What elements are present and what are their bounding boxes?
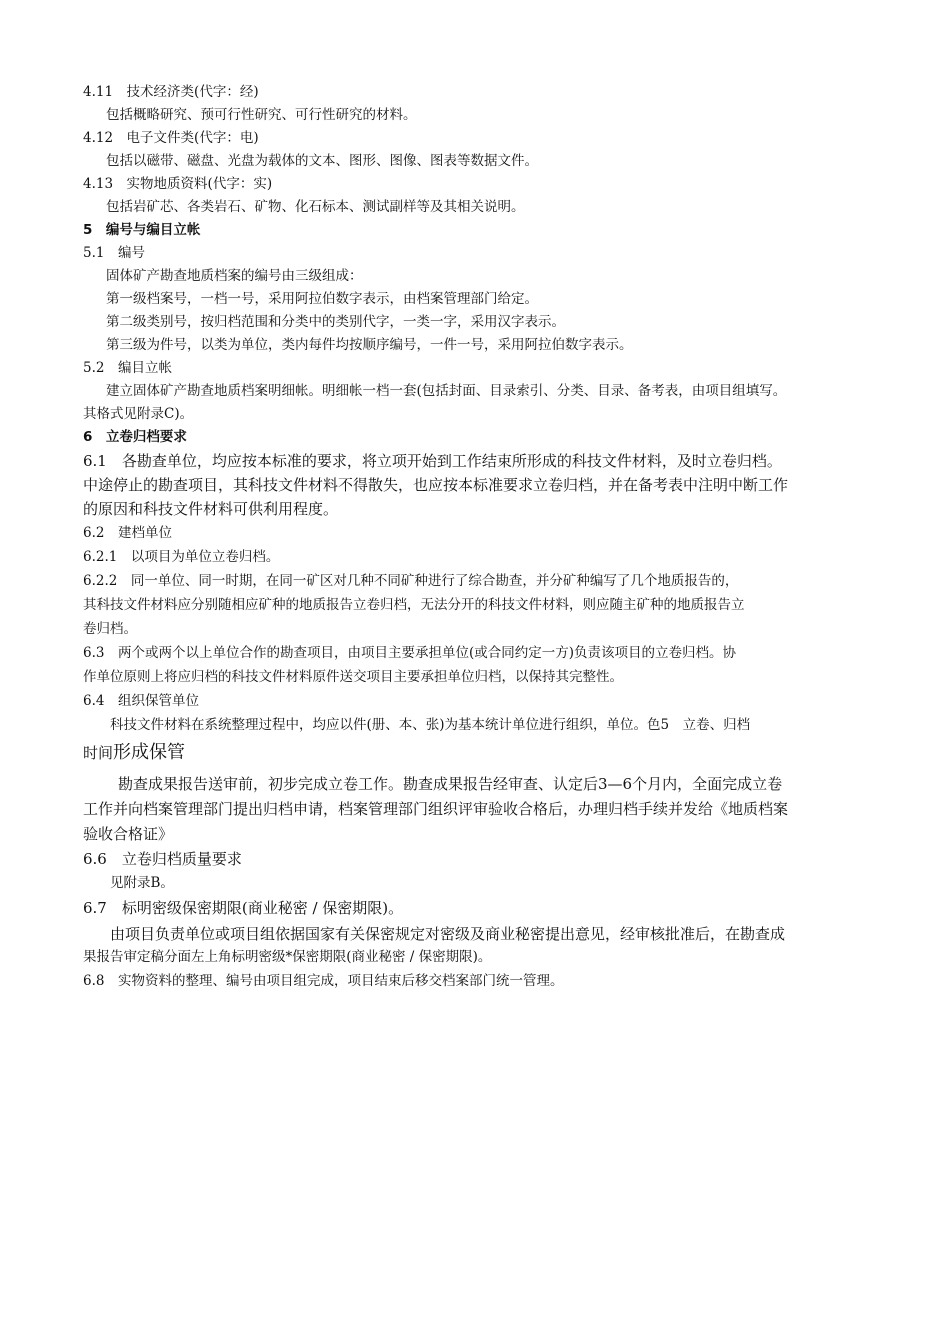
paragraph-6-2-1: 6.2.1 以项目为单位立卷归档。	[83, 549, 280, 565]
heading-5-2: 5.2 编目立帐	[83, 360, 172, 376]
paragraph: 第一级档案号，一档一号，采用阿拉伯数字表示，由档案管理部门给定。	[106, 291, 538, 307]
paragraph: 固体矿产勘查地质档案的编号由三级组成：	[106, 268, 363, 284]
paragraph: 卷归档。	[83, 621, 137, 637]
heading-4-12: 4.12 电子文件类(代字：电)	[83, 130, 259, 146]
heading-6-4: 6.4 组织保管单位	[83, 693, 199, 709]
paragraph: 由项目负责单位或项目组依据国家有关保密规定对密级及商业秘密提出意见，经审核批准后，在勘查成	[110, 925, 786, 943]
paragraph: 其格式见附录C)。	[83, 406, 194, 422]
paragraph-6-2-2: 6.2.2 同一单位、同一时期，在同一矿区对几种不同矿种进行了综合勘查，并分矿种编写了几个地质报告的，	[83, 573, 739, 589]
inline-text: 时间	[83, 744, 114, 762]
paragraph: 果报告审定稿分面左上角标明密级*保密期限(商业秘密 / 保密期限)。	[83, 949, 492, 965]
paragraph-6-3: 6.3 两个或两个以上单位合作的勘查项目，由项目主要承担单位(或合同约定一方)负责该项目的立卷归档。协	[83, 645, 737, 661]
heading-6-2: 6.2 建档单位	[83, 525, 172, 541]
heading-4-13: 4.13 实物地质资料(代字：实)	[83, 176, 273, 192]
paragraph-6-1: 6.1 各勘查单位，均应按本标准的要求，将立项开始到工作结束所形成的科技文件材料，及时立卷归档。	[83, 452, 782, 470]
heading-5-1: 5.1 编号	[83, 245, 145, 261]
paragraph: 建立固体矿产勘查地质档案明细帐。明细帐一档一套(包括封面、目录索引、分类、目录、备考表，由项目组填写。	[106, 383, 787, 399]
paragraph: 作单位原则上将应归档的科技文件材料原件送交项目主要承担单位归档，以保持其完整性。	[83, 669, 623, 685]
paragraph: 包括概略研究、预可行性研究、可行性研究的材料。	[106, 107, 417, 123]
paragraph-line	[83, 744, 185, 762]
paragraph-6-8: 6.8 实物资料的整理、编号由项目组完成，项目结束后移交档案部门统一管理。	[83, 973, 564, 989]
paragraph: 第二级类别号，按归档范围和分类中的类别代字，一类一字，采用汉字表示。	[106, 314, 565, 330]
inline-text-large: 形成保管	[113, 742, 186, 763]
paragraph: 第三级为件号，以类为单位，类内每件均按顺序编号，一件一号，采用阿拉伯数字表示。	[106, 337, 633, 353]
paragraph: 科技文件材料在系统整理过程中，均应以件(册、本、张)为基本统计单位进行组织，单位。色5 立卷、归档	[110, 717, 751, 733]
paragraph: 的原因和科技文件材料可供利用程度。	[83, 500, 339, 518]
paragraph: 工作并向档案管理部门提出归档申请，档案管理部门组织评审验收合格后，办理归档手续并发给《地质档案	[83, 800, 789, 818]
heading-6-7: 6.7 标明密级保密期限(商业秘密 / 保密期限)。	[83, 899, 404, 917]
paragraph: 验收合格证》	[83, 825, 174, 843]
heading-6-6: 6.6 立卷归档质量要求	[83, 850, 242, 868]
paragraph: 中途停止的勘查项目，其科技文件材料不得散失，也应按本标准要求立卷归档，并在备考表中注明中断工作	[83, 476, 789, 494]
paragraph: 其科技文件材料应分别随相应矿种的地质报告立卷归档，无法分开的科技文件材料，则应随主矿种的地质报告立	[83, 597, 745, 613]
section-heading-5: 5 编号与编目立帐	[83, 222, 201, 238]
paragraph: 包括以磁带、磁盘、光盘为载体的文本、图形、图像、图表等数据文件。	[106, 153, 538, 169]
section-heading-6: 6 立卷归档要求	[83, 429, 187, 445]
paragraph: 包括岩矿芯、各类岩石、矿物、化石标本、测试副样等及其相关说明。	[106, 199, 525, 215]
heading-4-11: 4.11 技术经济类(代字：经)	[83, 84, 259, 100]
paragraph: 勘查成果报告送审前，初步完成立卷工作。勘查成果报告经审查、认定后3—6个月内，全面完成立卷	[118, 775, 783, 793]
paragraph: 见附录B。	[110, 875, 174, 891]
